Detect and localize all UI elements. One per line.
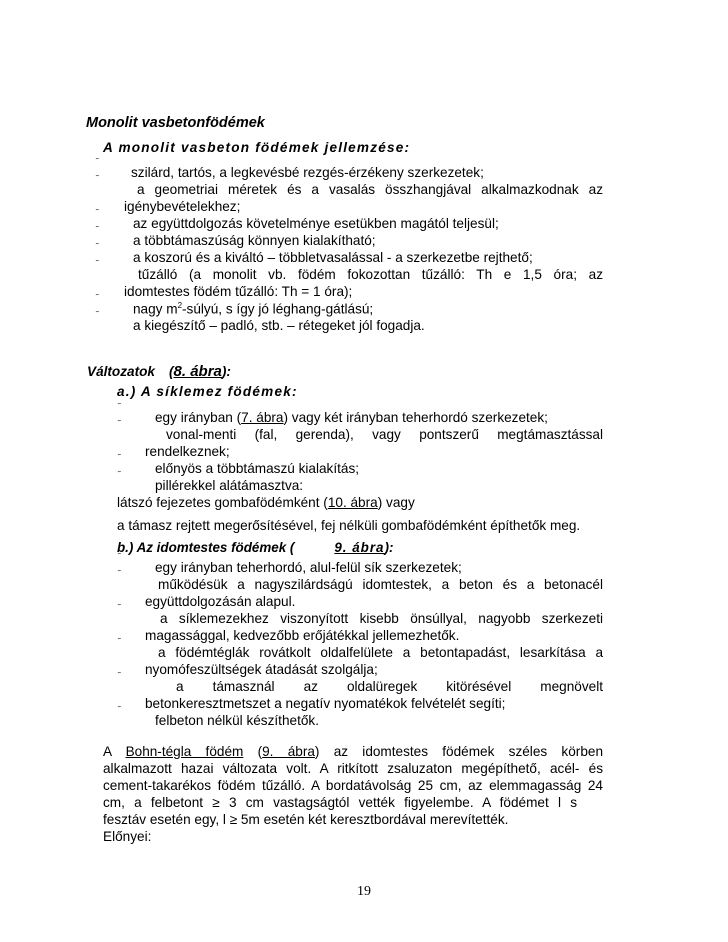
block-heading-text: b.) Az idomtestes födémek ( <box>117 540 295 555</box>
features-heading: A monolit vasbeton födémek jellemzése: <box>103 140 411 155</box>
block-item-continued: nyomófeszültségek átadását szolgálja; <box>145 662 378 677</box>
block-item-continued: betonkeresztmetszet a negatív nyomatékok felvételét segíti; <box>145 696 506 711</box>
block-item: működésük a nagyszilárdságú idomtestek, a beton és a betonacél <box>158 577 603 592</box>
bullet-marker: ˜ <box>95 226 100 236</box>
block-item: a síklemezekhez viszonyított kisebb önsúllyal, nagyobb szerkezeti <box>160 611 603 626</box>
feature-item-continued: idomtestes födém tűzálló: Th = 1 óra); <box>124 284 353 299</box>
slab-item: előnyös a többtámaszú kialakítás; <box>155 461 360 476</box>
slab-item: vonal-menti (fal, gerenda), vagy pontszerű megtámasztással <box>166 427 603 442</box>
bullet-marker: ˜ <box>95 311 100 321</box>
feature-item: a kiegészítő – padló, stb. – rétegeket jól fogadja. <box>133 318 425 333</box>
feature-item: szilárd, tartós, a legkevésbé rezgés-érzékeny szerkezetek; <box>131 165 484 180</box>
block-item-continued: magassággal, kedvezőbb erőjátékkal jellemezhetők. <box>145 628 460 643</box>
figure-ref-link[interactable]: 10. ábra <box>327 495 378 510</box>
bullet-marker: ˜ <box>117 454 122 464</box>
block-heading-close: ): <box>384 540 394 555</box>
bullet-marker: ˜ <box>117 706 122 716</box>
bohn-paragraph-line: alkalmazott hazai változata volt. A ritkított zsaluzaton megépíthető, acél- és <box>103 761 603 776</box>
page-number: 19 <box>357 884 371 899</box>
variants-label: Változatok <box>87 364 155 379</box>
bohn-paragraph-line: cm, a felbetont ≥ 3 cm vastagságtól vették figyelembe. A födémet l s <box>103 795 577 810</box>
bohn-paragraph-line: fesztáv esetén egy, l ≥ 5m esetén két keresztbordával merevítették. <box>103 812 509 827</box>
block-item: a támasznál az oldalüregek kitörésével megnövelt <box>176 679 603 694</box>
bullet-marker: ˜ <box>117 604 122 614</box>
figure-ref-link[interactable]: 8. ábra <box>173 363 222 380</box>
slab-text: látszó fejezetes gombafödémként ( <box>117 495 328 510</box>
bullet-marker: ˜ <box>95 209 100 219</box>
bullet-marker: ˜ <box>95 294 100 304</box>
bohn-paragraph-line: Előnyei: <box>103 829 152 844</box>
bullet-marker: ˜ <box>117 403 122 413</box>
block-item-continued: együttdolgozásán alapul. <box>145 594 296 609</box>
bohn-text: ( <box>243 744 263 759</box>
bullet-marker: ˜ <box>95 175 100 185</box>
slab-item <box>117 495 415 510</box>
block-item: felbeton nélkül készíthetők. <box>155 713 319 728</box>
slab-text: egy irányban ( <box>155 410 242 425</box>
slab-item-continued: rendelkeznek; <box>145 444 230 459</box>
feature-item <box>133 301 373 317</box>
feature-item: a geometriai méretek és a vasalás összhangjával alkalmazkodnak az <box>137 182 603 197</box>
bullet-marker: ˜ <box>95 243 100 253</box>
variants-open: ( <box>168 364 174 379</box>
bohn-paragraph-line <box>103 744 603 759</box>
page-title: Monolit vasbetonfödémek <box>86 115 265 131</box>
slab-item <box>155 410 548 425</box>
bullet-marker: ˜ <box>117 471 122 481</box>
bullet-marker: ˜ <box>117 553 122 563</box>
figure-ref-link[interactable]: 9. ábra <box>262 744 315 759</box>
figure-ref-link[interactable]: 7. ábra <box>241 410 284 425</box>
feature-item: az együttdolgozás követelménye esetükben magától teljesül; <box>133 216 499 231</box>
block-item: a födémtéglák rovátkolt oldalfelülete a betontapadást, lesarkítása a <box>158 645 603 660</box>
feature-text: -súlyú, s így jó léghang-gátlású; <box>182 301 374 317</box>
block-heading <box>117 540 393 555</box>
feature-text: nagy m <box>133 301 178 317</box>
bullet-marker: ˜ <box>117 420 122 430</box>
superscript: 2 <box>177 301 183 310</box>
feature-item: a koszorú és a kiváltó – többletvasalással - a szerkezetbe rejthető; <box>133 250 533 265</box>
bullet-marker: ˜ <box>117 638 122 648</box>
slab-heading: a.) A síklemez födémek: <box>117 384 298 399</box>
bullet-marker: ˜ <box>95 158 100 168</box>
bohn-text: A <box>103 744 126 759</box>
variants-heading <box>87 363 231 380</box>
slab-item: a támasz rejtett megerősítésével, fej nélküli gombafödémként építhetők meg. <box>117 518 581 533</box>
feature-item: a többtámaszúság könnyen kialakítható; <box>133 233 376 248</box>
block-item: egy irányban teherhordó, alul-felül sík szerkezetek; <box>155 560 462 575</box>
variants-close: ): <box>221 364 231 379</box>
bohn-term: Bohn-tégla födém <box>125 744 244 759</box>
bullet-marker: ˜ <box>117 672 122 682</box>
feature-item: tűzálló (a monolit vb. födém fokozottan tűzálló: Th e 1,5 óra; az <box>138 267 603 282</box>
figure-ref-link[interactable]: 9. ábra <box>334 540 385 555</box>
bullet-marker: ˜ <box>95 260 100 270</box>
bullet-marker: ˜ <box>117 570 122 580</box>
slab-item: pillérekkel alátámasztva: <box>155 478 304 493</box>
bohn-text: ) az idomtestes födémek széles körben <box>314 744 603 759</box>
feature-item-continued: igénybevételekhez; <box>124 199 241 214</box>
slab-text: ) vagy <box>377 495 415 510</box>
bohn-paragraph-line: cement-takarékos födém tűzálló. A bordatávolság 25 cm, az elemmagasság 24 <box>103 778 603 793</box>
slab-text: ) vagy két irányban teherhordó szerkezetek; <box>283 410 548 425</box>
